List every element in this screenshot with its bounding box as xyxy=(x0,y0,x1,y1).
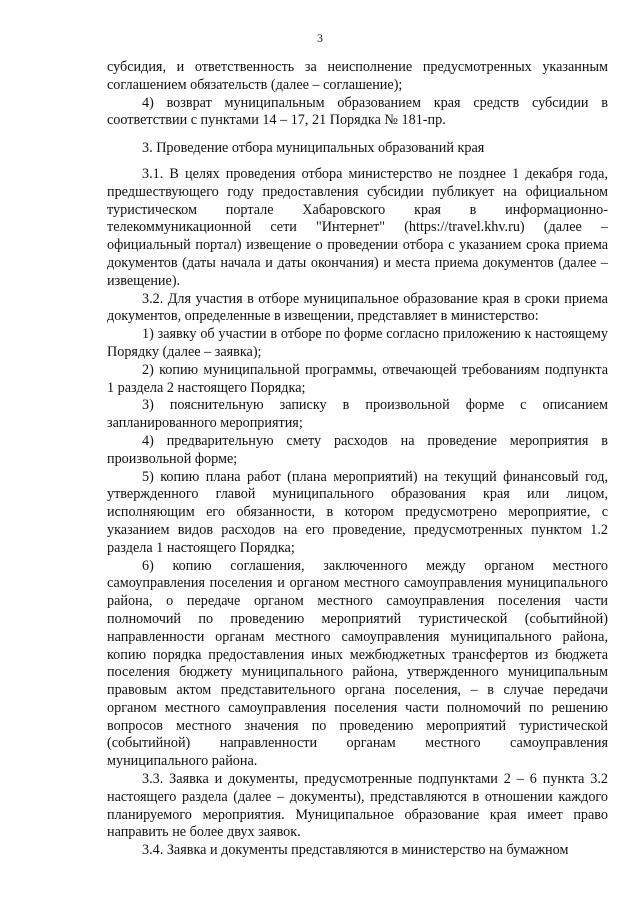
page-number: 3 xyxy=(317,31,323,45)
list-item: 2) копию муниципальной программы, отвечающей требованиям подпункта 1 раздела 2 настоящего Порядка; xyxy=(107,361,608,396)
list-item: 6) копию соглашения, заключенного между органом местного самоуправления поселения и органом местного самоуправления муниципального района, о передаче органом местного самоуправления поселения части полномочий по проведению мероприятий туристической (событийной) направленности органам местного самоуправления муниципального района, копию порядка предоставления иных межбюджетных трансфертов из бюджета поселения бюджету муниципального района, утвержденного муниципальным правовым актом представительного органа поселения, – в случае передачи органом местного самоуправления поселения части полномочий по решению вопросов местного значения по проведению мероприятий туристической (событийной) направленности органам местного самоуправления муниципального района. xyxy=(107,557,608,770)
continued-paragraph: субсидия, и ответственность за неисполнение предусмотренных указанным соглашением обязательств (далее – соглашение); xyxy=(107,59,608,93)
paragraph-3-2: 3.2. Для участия в отборе муниципальное образование края в сроки приема документов, определенные в извещении, представляет в министерство: xyxy=(107,290,608,325)
document-body xyxy=(107,59,608,860)
paragraph-3-1: 3.1. В целях проведения отбора министерство не позднее 1 декабря года, предшествующего году предоставления субсидии публикует на официальном туристическом портале Хабаровского края в информационно-телекоммуникационной сети "Интернет" (https://travel.khv.ru) (далее – официальный портал) извещение о проведении отбора с указанием срока приема документов (даты начала и даты окончания) и места приема документов (далее – извещение). xyxy=(107,165,608,289)
paragraph-3-4: 3.4. Заявка и документы представляются в министерство на бумажном xyxy=(142,842,569,859)
list-item: 4) возврат муниципальным образованием края средств субсидии в соответствии с пунктами 14 – 17, 21 Порядка № 181-пр. xyxy=(107,94,608,129)
paragraph-3-3: 3.3. Заявка и документы, предусмотренные подпунктами 2 – 6 пункта 3.2 настоящего раздела (далее – документы), представляются в отношении каждого планируемого мероприятия. Муниципальное образование края имеет право направить не более двух заявок. xyxy=(107,771,608,841)
list-item: 3) пояснительную записку в произвольной форме с описанием запланированного мероприятия; xyxy=(107,397,608,432)
section-title: 3. Проведение отбора муниципальных образований края xyxy=(142,140,485,157)
list-item: 4) предварительную смету расходов на проведение мероприятия в произвольной форме; xyxy=(107,432,608,467)
list-item: 5) копию плана работ (плана мероприятий) на текущий финансовый год, утвержденного главой муниципального образования края или лицом, исполняющим его обязанности, в котором предусмотрено мероприятие, с указанием видов расходов на его проведение, предусмотренных пунктом 1.2 раздела 1 настоящего Порядка; xyxy=(107,468,608,556)
list-item: 1) заявку об участии в отборе по форме согласно приложению к настоящему Порядку (далее – заявка); xyxy=(107,326,608,360)
